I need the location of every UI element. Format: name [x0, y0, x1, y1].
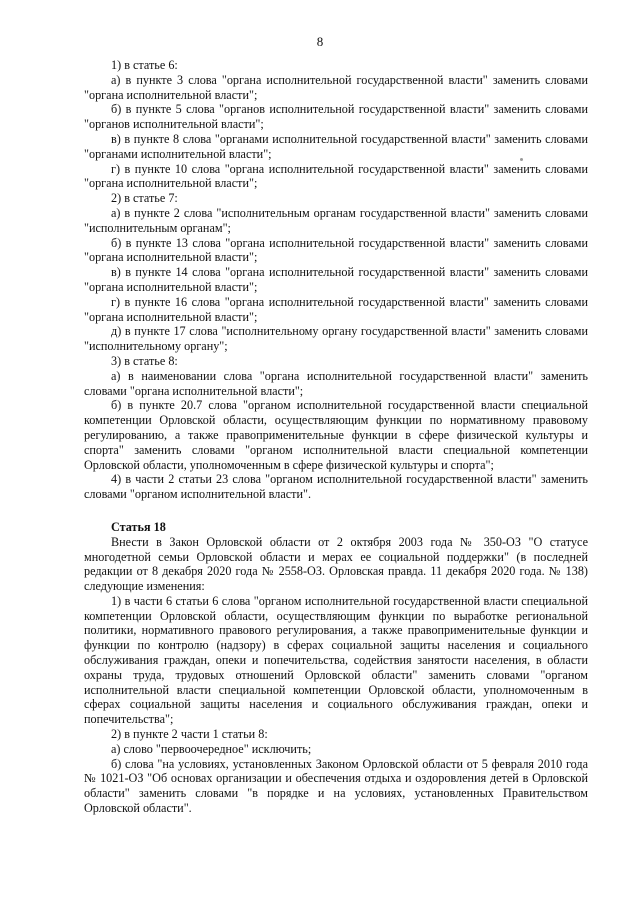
page-number: 8 — [316, 34, 324, 49]
paragraph: Внести в Закон Орловской области от 2 октября 2003 года № 350-ОЗ "О статусе многодетной семьи Орловской области и мерах ее социальной поддержки" (в последней редакции от 8 декабря 2020 года № 2558-ОЗ. Орловская правда. 11 декабря 2020 года. № 138) следующие изменения: — [84, 534, 588, 594]
paragraph: в) в пункте 8 слова "органами исполнительной государственной власти" заменить словами "органами исполнительной власти"; — [84, 131, 588, 161]
paragraph: б) в пункте 13 слова "органа исполнительной государственной власти" заменить словами "органа исполнительной власти"; — [84, 235, 588, 265]
paragraph: а) в пункте 3 слова "органа исполнительной государственной власти" заменить словами "органа исполнительной власти"; — [84, 72, 588, 102]
paragraph: 3) в статье 8: — [111, 353, 178, 368]
paragraph: 2) в пункте 2 части 1 статьи 8: — [111, 727, 268, 742]
paragraph: б) слова "на условиях, установленных Законом Орловской области от 5 февраля 2010 года № 1021-ОЗ "Об основах организации и обеспечения отдыха и оздоровления детей в Орловской области" заменить словами "в порядке и на условиях, установленных Правительством Орловской области". — [84, 756, 588, 816]
article-heading: Статья 18 — [111, 519, 166, 534]
paragraph: б) в пункте 20.7 слова "органом исполнительной государственной власти специальной компетенции Орловской области, осуществляющим функции по нормативному правовому регулированию, а также правоприменительные функции в сфере физической культуры и спорта" заменить словами "органом исполнительной власти специальной компетенции Орловской области, уполномоченным в сфере физической культуры и спорта"; — [84, 398, 588, 472]
scan-speck — [520, 158, 523, 161]
paragraph: 1) в статье 6: — [111, 58, 178, 72]
paragraph: г) в пункте 16 слова "органа исполнительной государственной власти" заменить словами "органа исполнительной власти"; — [84, 294, 588, 324]
paragraph: г) в пункте 10 слова "органа исполнительной государственной власти" заменить словами "органа исполнительной власти"; — [84, 161, 588, 191]
paragraph: а) в наименовании слова "органа исполнительной государственной власти" заменить словами "органа исполнительной власти"; — [84, 368, 588, 398]
paragraph: б) в пункте 5 слова "органов исполнительной государственной власти" заменить словами "органов исполнительной власти"; — [84, 102, 588, 132]
paragraph: д) в пункте 17 слова "исполнительному органу государственной власти" заменить словами "исполнительному органу"; — [84, 324, 588, 354]
paragraph: в) в пункте 14 слова "органа исполнительной государственной власти" заменить словами "органа исполнительной власти"; — [84, 265, 588, 294]
paragraph: а) слово "первоочередное" исключить; — [111, 741, 312, 756]
paragraph: а) в пункте 2 слова "исполнительным органам государственной власти" заменить словами "исполнительным органам"; — [84, 205, 588, 235]
paragraph: 4) в части 2 статьи 23 слова "органом исполнительной государственной власти" заменить словами "органом исполнительной власти". — [84, 472, 588, 502]
paragraph: 2) в статье 7: — [111, 191, 178, 206]
document-body — [84, 58, 588, 816]
paragraph: 1) в части 6 статьи 6 слова "органом исполнительной государственной власти специальной компетенции Орловской области, осуществляющим функции по выработке региональной политики, нормативного правового регулирования, а также правоприменительные функции и функции по контролю (надзору) в сферах социальной защиты населения и социального обслуживания граждан, опеки и попечительства, содействия занятости населения, в области охраны труда, трудовых отношений Орловской области" заменить словами "органом исполнительной власти специальной компетенции Орловской области, уполномоченным в сферах социальной защиты населения и социального обслуживания граждан, опеки и попечительства"; — [84, 593, 588, 727]
